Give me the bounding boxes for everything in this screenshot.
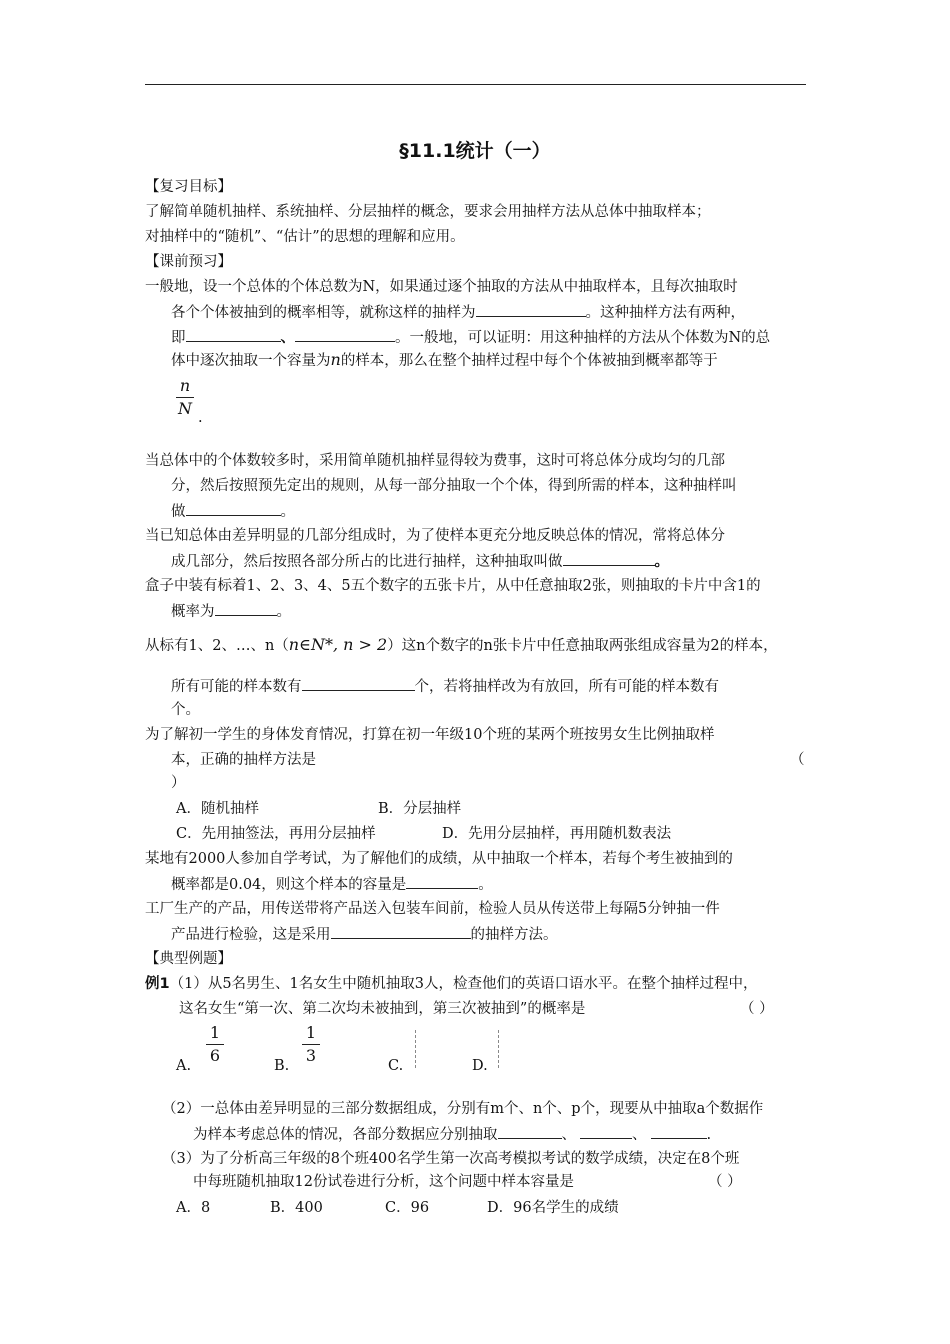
example-1-answer-paren: （ ） xyxy=(740,1001,774,1017)
example-3-option-a: A．8 xyxy=(176,1200,211,1216)
answer-blank[interactable] xyxy=(186,327,281,342)
example-1-option-c: C. xyxy=(388,1058,404,1074)
answer-blank[interactable] xyxy=(498,1124,562,1139)
answer-blank[interactable] xyxy=(331,924,471,939)
example-3-option-d: D．96名学生的成绩 xyxy=(487,1200,619,1216)
q1-line-a: 一般地，设一个总体的个体总数为N，如果通过逐个抽取的方法从中抽取样本，且每次抽取时 xyxy=(145,279,738,295)
example-1-option-b: B. xyxy=(274,1058,290,1074)
answer-blank[interactable] xyxy=(476,302,586,317)
answer-blank[interactable] xyxy=(186,501,281,516)
section-examples-heading: 【典型例题】 xyxy=(145,951,232,967)
q1-line-b: 各个个体被抽到的概率相等，就称这样的抽样为 。这种抽样方法有两种， xyxy=(171,302,745,323)
page-title: §11.1统计（一） xyxy=(399,140,551,162)
q1-period: . xyxy=(198,410,203,426)
q8-line-b: 产品进行检验，这是采用 的抽样方法。 xyxy=(171,924,558,945)
q4-line-a: 盒子中装有标着1、2、3、4、5五个数字的五张卡片，从中任意抽取2张，则抽取的卡片中含1的 xyxy=(145,578,761,594)
example-2-line-a: （2）一总体由差异明显的三部分数据组成，分别有m个、n个、p个，现要从中抽取a个数据作 xyxy=(162,1101,764,1117)
q5-line-b: 所有可能的样本数有 个，若将抽样改为有放回，所有可能的样本数有 xyxy=(171,676,719,697)
answer-blank[interactable] xyxy=(563,551,655,566)
answer-blank[interactable] xyxy=(406,874,478,889)
example-2-line-b: 为样本考虑总体的情况，各部分数据应分别抽取 、 、 . xyxy=(193,1124,711,1145)
q2-line-a: 当总体中的个体数较多时，采用简单随机抽样显得较为费事，这时可将总体分成均匀的几部 xyxy=(145,453,725,469)
example-3-option-c: C．96 xyxy=(385,1200,430,1216)
q1-line-d: 体中逐次抽取一个容量为n的样本，那么在整个抽样过程中每个个体被抽到概率都等于 xyxy=(171,350,718,369)
q6-option-c: C．先用抽签法，再用分层抽样 xyxy=(176,826,376,842)
review-goals-line-1: 了解简单随机抽样、系统抽样、分层抽样的概念，要求会用抽样方法从总体中抽取样本； xyxy=(145,204,711,220)
fraction-1-over-3: 1 3 xyxy=(302,1023,320,1066)
answer-blank[interactable] xyxy=(651,1124,707,1139)
q6-option-b: B．分层抽样 xyxy=(378,801,462,817)
q6-option-a: A．随机抽样 xyxy=(176,801,259,817)
q6-line-b: 本，正确的抽样方法是 xyxy=(171,752,316,768)
image-placeholder-d xyxy=(498,1030,499,1068)
q5-line-a: 从标有1、2、…、n（n∈N*, n > 2）这n个数字的n张卡片中任意抽取两张组成容量为2的样本， xyxy=(145,635,778,654)
section-review-goals-heading: 【复习目标】 xyxy=(145,179,232,195)
example-1-option-d: D. xyxy=(472,1058,488,1074)
header-rule xyxy=(145,84,806,85)
q6-paren-close: ） xyxy=(171,775,186,791)
answer-blank[interactable] xyxy=(215,601,277,616)
answer-blank[interactable] xyxy=(302,676,415,691)
q8-line-a: 工厂生产的产品，用传送带将产品送入包装车间前，检验人员从传送带上每隔5分钟抽一件 xyxy=(145,901,720,917)
q3-line-b: 成几部分，然后按照各部分所占的比进行抽样，这种抽取叫做 。 xyxy=(171,553,669,570)
q1-line-c: 即 、 。一般地，可以证明：用这种抽样的方法从个体数为N的总 xyxy=(171,329,771,346)
answer-blank[interactable] xyxy=(295,327,395,342)
q6-paren-open: （ xyxy=(790,752,805,768)
q4-line-b: 概率为 。 xyxy=(171,601,291,622)
q2-line-b: 分，然后按照预先定出的规则，从每一部分抽取一个个体，得到所需的样本，这种抽样叫 xyxy=(171,478,737,494)
q2-line-c: 做 。 xyxy=(171,501,295,522)
example-1-line-a: 例1（1）从5名男生、1名女生中随机抽取3人，检查他们的英语口语水平。在整个抽样过程中， xyxy=(145,976,758,992)
image-placeholder-c xyxy=(415,1030,416,1068)
example-1-line-b: 这名女生“第一次、第二次均未被抽到，第三次被抽到”的概率是 xyxy=(179,1001,586,1017)
q5-line-c: 个。 xyxy=(171,702,200,718)
q7-line-b: 概率都是0.04，则这个样本的容量是 。 xyxy=(171,874,493,895)
review-goals-line-2: 对抽样中的“随机”、“估计”的思想的理解和应用。 xyxy=(145,229,465,245)
example-1-option-a: A. xyxy=(176,1058,192,1074)
fraction-n-over-N: n N xyxy=(178,376,192,418)
example-3-answer-paren: （ ） xyxy=(708,1174,742,1190)
answer-blank[interactable] xyxy=(580,1124,632,1139)
q6-option-d: D．先用分层抽样，再用随机数表法 xyxy=(442,826,672,842)
q7-line-a: 某地有2000人参加自学考试，为了解他们的成绩，从中抽取一个样本，若每个考生被抽到的 xyxy=(145,851,733,867)
example-3-line-a: （3）为了分析高三年级的8个班400名学生第一次高考模拟考试的数学成绩，决定在8个班 xyxy=(162,1151,740,1167)
q3-line-a: 当已知总体由差异明显的几部分组成时，为了使样本更充分地反映总体的情况，常将总体分 xyxy=(145,528,725,544)
q6-line-a: 为了解初一学生的身体发育情况，打算在初一年级10个班的某两个班按男女生比例抽取样 xyxy=(145,727,715,743)
example-3-option-b: B．400 xyxy=(270,1200,323,1216)
section-preview-heading: 【课前预习】 xyxy=(145,254,232,270)
fraction-1-over-6: 1 6 xyxy=(206,1023,224,1066)
example-3-line-b: 中每班随机抽取12份试卷进行分析，这个问题中样本容量是 xyxy=(193,1174,574,1190)
